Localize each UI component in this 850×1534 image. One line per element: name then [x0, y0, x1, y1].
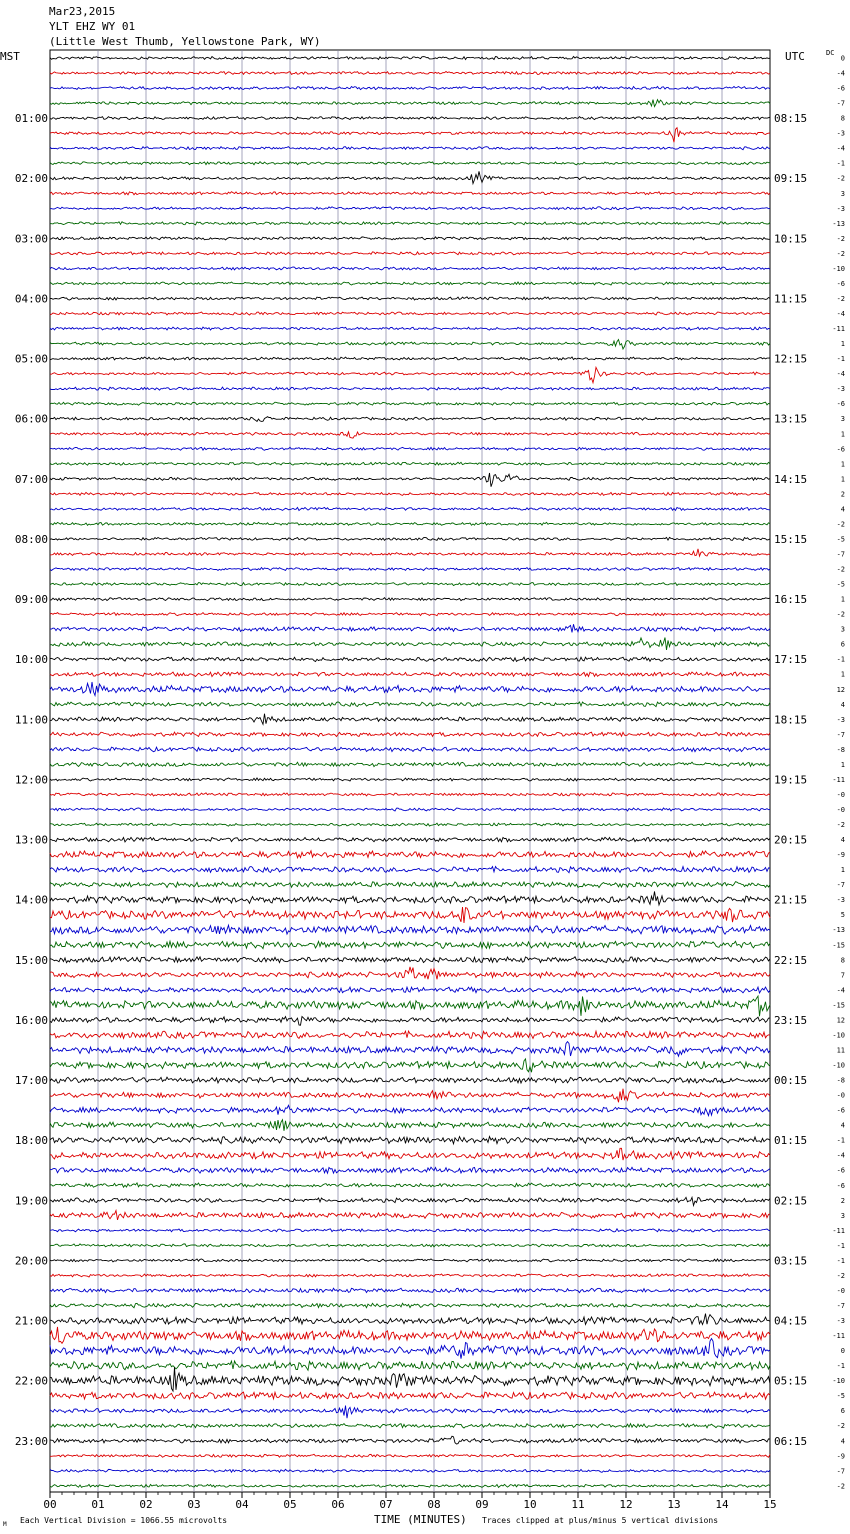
vertical-division-note: Each Vertical Division = 1066.55 microvolts: [20, 1516, 228, 1525]
trace-line: [50, 171, 770, 183]
trace-line: [50, 162, 770, 165]
trace-line: [50, 282, 770, 285]
trace-line: [50, 1274, 770, 1277]
trace-line: [50, 1059, 770, 1072]
dc-offset-value: 0: [840, 1347, 845, 1356]
trace-line: [50, 237, 770, 240]
trace-line: [50, 638, 770, 650]
left-hour-label: 01:00: [14, 112, 48, 126]
dc-offset-value: -4: [836, 310, 845, 319]
trace-line: [50, 702, 770, 707]
left-hour-label: 20:00: [14, 1254, 48, 1268]
x-tick-label: 10: [523, 1498, 537, 1511]
x-tick-label: 07: [379, 1498, 393, 1511]
trace-line: [50, 598, 770, 601]
trace-line: [50, 1197, 770, 1205]
right-hour-label: 06:15: [774, 1434, 808, 1448]
dc-offset-value: -2: [836, 821, 845, 830]
dc-offset-value: -2: [836, 249, 845, 258]
right-hour-label: 12:15: [774, 352, 808, 366]
trace-line: [50, 1042, 770, 1057]
trace-line: [50, 402, 770, 405]
left-hour-label: 13:00: [14, 833, 48, 847]
trace-line: [50, 117, 770, 120]
x-tick-label: 04: [235, 1498, 249, 1511]
dc-offset-value: 8: [840, 956, 845, 965]
trace-line: [50, 1288, 770, 1292]
trace-line: [50, 1148, 770, 1160]
left-hour-label: 11:00: [14, 713, 48, 727]
trace-line: [50, 793, 770, 796]
trace-line: [50, 747, 770, 752]
dc-offset-value: 1: [840, 340, 845, 349]
dc-offset-value: 1: [840, 460, 845, 469]
dc-offset-value: -2: [836, 610, 845, 619]
trace-line: [50, 568, 770, 571]
left-hour-label: 21:00: [14, 1314, 48, 1328]
trace-line: [50, 1211, 770, 1220]
dc-offset-value: 4: [840, 1437, 845, 1446]
dc-offset-value: -1: [836, 159, 845, 168]
dc-offset-labels: [832, 55, 845, 1491]
trace-line: [50, 672, 770, 677]
dc-offset-value: -13: [832, 219, 845, 228]
dc-offset-value: -15: [832, 941, 845, 950]
trace-line: [50, 1031, 770, 1039]
left-hour-label: 17:00: [14, 1074, 48, 1088]
left-hour-label: 04:00: [14, 292, 48, 306]
trace-line: [50, 714, 770, 725]
dc-offset-value: 3: [840, 415, 845, 424]
x-tick-label: 14: [715, 1498, 729, 1511]
dc-offset-value: -4: [836, 986, 845, 995]
dc-offset-value: -4: [836, 144, 845, 153]
dc-offset-value: -7: [836, 550, 845, 559]
trace-line: [50, 192, 770, 195]
dc-offset-value: 6: [840, 640, 845, 649]
right-hour-label: 22:15: [774, 953, 808, 967]
x-tick-label: 00: [43, 1498, 57, 1511]
chart-header-date: Mar23,2015: [49, 5, 116, 18]
trace-line: [50, 1303, 770, 1308]
trace-line: [50, 1424, 770, 1429]
trace-line: [50, 1314, 770, 1325]
dc-offset-value: -11: [832, 775, 845, 784]
dc-offset-value: -0: [836, 1091, 845, 1100]
dc-offset-value: 5: [840, 911, 845, 920]
trace-line: [50, 987, 770, 993]
dc-offset-value: -8: [836, 1076, 845, 1085]
dc-offset-value: 1: [840, 595, 845, 604]
dc-offset-value: -0: [836, 806, 845, 814]
left-hour-label: 16:00: [14, 1013, 48, 1027]
right-hour-label: 21:15: [774, 893, 808, 907]
trace-line: [50, 417, 770, 422]
dc-offset-value: 1: [840, 475, 845, 484]
left-hour-label: 19:00: [14, 1194, 48, 1208]
dc-offset-value: 4: [840, 836, 845, 845]
dc-offset-value: -9: [836, 851, 845, 860]
dc-offset-value: 3: [840, 1211, 845, 1220]
dc-offset-value: 6: [840, 1407, 845, 1416]
x-tick-label: 13: [667, 1498, 681, 1511]
dc-offset-value: -11: [832, 1226, 845, 1235]
right-hour-label: 08:15: [774, 112, 808, 126]
dc-offset-value: -7: [836, 730, 845, 739]
dc-offset-value: -6: [836, 1181, 845, 1190]
right-hour-label: 16:15: [774, 593, 808, 607]
x-tick-label: 09: [475, 1498, 489, 1511]
left-hour-label: 06:00: [14, 412, 48, 426]
right-hour-label: 17:15: [774, 653, 808, 667]
trace-line: [50, 1017, 770, 1026]
trace-line: [50, 1077, 770, 1083]
x-tick-label: 02: [139, 1498, 153, 1511]
trace-line: [50, 907, 770, 923]
trace-line: [50, 1392, 770, 1399]
trace-line: [50, 891, 770, 905]
trace-line: [50, 447, 770, 450]
trace-line: [50, 1105, 770, 1115]
trace-line: [50, 851, 770, 858]
dc-offset-value: -6: [836, 1166, 845, 1175]
dc-offset-value: -2: [836, 294, 845, 303]
dc-offset-value: -10: [832, 1377, 845, 1386]
right-hour-label: 05:15: [774, 1374, 808, 1388]
dc-offset-value: -3: [836, 385, 845, 394]
dc-offset-value: -6: [836, 279, 845, 288]
dc-offset-value: -1: [836, 1241, 845, 1250]
trace-line: [50, 1454, 770, 1457]
left-hour-label: 08:00: [14, 532, 48, 546]
dc-offset-value: 2: [840, 490, 845, 499]
right-hour-label: 02:15: [774, 1194, 808, 1208]
x-tick-label: 03: [187, 1498, 201, 1511]
dc-offset-value: -2: [836, 1422, 845, 1431]
trace-line: [50, 1367, 770, 1391]
trace-line: [50, 941, 770, 948]
dc-offset-value: 1: [840, 670, 845, 679]
right-hour-label: 09:15: [774, 172, 808, 186]
trace-line: [50, 432, 770, 438]
x-tick-label: 12: [619, 1498, 633, 1511]
dc-offset-value: -7: [836, 881, 845, 890]
trace-line: [50, 100, 770, 107]
trace-line: [50, 823, 770, 826]
trace-line: [50, 1167, 770, 1173]
trace-line: [50, 1137, 770, 1144]
dc-offset-value: 2: [840, 1196, 845, 1205]
seismic-traces: [50, 57, 770, 1488]
right-hour-label: 04:15: [774, 1314, 808, 1328]
trace-line: [50, 1484, 770, 1487]
right-hour-label: 15:15: [774, 532, 808, 546]
dc-offset-value: 3: [840, 625, 845, 634]
left-hour-label: 07:00: [14, 472, 48, 486]
dc-offset-value: -3: [836, 129, 845, 138]
x-axis: [43, 1492, 776, 1511]
x-tick-label: 06: [331, 1498, 345, 1511]
dc-offset-value: -4: [836, 370, 845, 379]
x-tick-label: 15: [763, 1498, 777, 1511]
right-hour-label: 10:15: [774, 232, 808, 246]
dc-offset-value: -2: [836, 174, 845, 183]
left-hour-label: 12:00: [14, 773, 48, 787]
dc-offset-value: -2: [836, 1271, 845, 1280]
trace-line: [50, 778, 770, 781]
dc-offset-value: -10: [832, 264, 845, 273]
dc-offset-value: -2: [836, 520, 845, 529]
dc-offset-value: -0: [836, 790, 845, 799]
right-hour-label: 01:15: [774, 1134, 808, 1148]
dc-offset-value: 3: [840, 189, 845, 198]
trace-line: [50, 1469, 770, 1472]
dc-offset-value: -2: [836, 1482, 845, 1491]
trace-line: [50, 925, 770, 934]
trace-line: [50, 340, 770, 350]
right-hour-label: 11:15: [774, 292, 808, 306]
right-hour-label: 13:15: [774, 412, 808, 426]
trace-line: [50, 1244, 770, 1247]
left-hour-label: 10:00: [14, 653, 48, 667]
corner-mark: M: [3, 1521, 7, 1528]
left-hour-label: 14:00: [14, 893, 48, 907]
dc-offset-value: -1: [836, 1256, 845, 1265]
right-hour-label: 00:15: [774, 1074, 808, 1088]
dc-offset-value: -5: [836, 580, 845, 589]
dc-offset-value: -7: [836, 1467, 845, 1476]
trace-line: [50, 967, 770, 979]
dc-offset-value: -3: [836, 1317, 845, 1326]
dc-offset-value: 8: [840, 114, 845, 123]
left-hour-label: 18:00: [14, 1134, 48, 1148]
trace-line: [50, 624, 770, 632]
dc-offset-value: -1: [836, 1136, 845, 1145]
trace-line: [50, 72, 770, 75]
dc-offset-value: -5: [836, 1392, 845, 1401]
trace-line: [50, 312, 770, 315]
right-timezone-label: UTC: [785, 50, 805, 63]
dc-offset-value: 1: [840, 760, 845, 769]
trace-line: [50, 1089, 770, 1103]
trace-line: [50, 222, 770, 225]
dc-offset-value: 11: [836, 1046, 845, 1055]
trace-line: [50, 808, 770, 811]
trace-line: [50, 387, 770, 390]
dc-offset-value: -3: [836, 715, 845, 724]
dc-offset-value: -3: [836, 896, 845, 905]
dc-offset-value: -6: [836, 400, 845, 409]
dc-offset-value: -2: [836, 234, 845, 243]
dc-offset-header: DC: [826, 49, 835, 57]
trace-line: [50, 957, 770, 963]
trace-line: [50, 1120, 770, 1131]
trace-line: [50, 492, 770, 495]
trace-line: [50, 462, 770, 465]
x-tick-label: 01: [91, 1498, 105, 1511]
dc-offset-value: -11: [832, 325, 845, 334]
trace-line: [50, 87, 770, 90]
dc-offset-value: -4: [836, 69, 845, 78]
dc-offset-value: 12: [836, 1016, 845, 1025]
trace-line: [50, 1229, 770, 1232]
dc-offset-value: 4: [840, 505, 845, 514]
trace-line: [50, 1406, 770, 1419]
dc-offset-value: -6: [836, 445, 845, 454]
trace-line: [50, 1339, 770, 1359]
dc-offset-value: -15: [832, 1001, 845, 1010]
left-hour-label: 15:00: [14, 953, 48, 967]
left-hour-label: 09:00: [14, 593, 48, 607]
left-hour-label: 23:00: [14, 1434, 48, 1448]
right-hour-label: 18:15: [774, 713, 808, 727]
trace-line: [50, 267, 770, 270]
trace-line: [50, 297, 770, 300]
trace-line: [50, 522, 770, 525]
trace-line: [50, 1361, 770, 1370]
trace-line: [50, 507, 770, 510]
trace-line: [50, 1183, 770, 1187]
dc-offset-value: -1: [836, 655, 845, 664]
trace-line: [50, 1327, 770, 1343]
trace-line: [50, 357, 770, 360]
trace-line: [50, 147, 770, 150]
right-hour-label: 23:15: [774, 1013, 808, 1027]
dc-offset-value: -1: [836, 1362, 845, 1371]
dc-offset-value: -4: [836, 1151, 845, 1160]
left-timezone-label: MST: [0, 50, 20, 63]
dc-offset-value: -13: [832, 926, 845, 935]
right-hour-label: 20:15: [774, 833, 808, 847]
trace-line: [50, 57, 770, 60]
trace-line: [50, 762, 770, 766]
dc-offset-value: -7: [836, 1301, 845, 1310]
trace-line: [50, 996, 770, 1016]
dc-offset-value: -7: [836, 99, 845, 108]
dc-offset-value: 0: [840, 54, 845, 63]
clip-note: Traces clipped at plus/minus 5 vertical divisions: [482, 1516, 719, 1525]
trace-line: [50, 657, 770, 661]
left-hour-label: 22:00: [14, 1374, 48, 1388]
x-tick-label: 11: [571, 1498, 585, 1511]
trace-line: [50, 682, 770, 696]
chart-header-station: YLT EHZ WY 01: [49, 20, 136, 33]
trace-line: [50, 128, 770, 143]
dc-offset-value: 4: [840, 1121, 845, 1130]
dc-offset-value: -0: [836, 1286, 845, 1295]
trace-line: [50, 473, 770, 487]
dc-offset-value: -9: [836, 1452, 845, 1461]
dc-offset-value: 1: [840, 866, 845, 875]
trace-line: [50, 867, 770, 873]
dc-offset-value: 7: [840, 971, 845, 980]
right-hour-label: 03:15: [774, 1254, 808, 1268]
left-hour-label: 02:00: [14, 172, 48, 186]
dc-offset-value: -8: [836, 745, 845, 754]
x-tick-label: 05: [283, 1498, 297, 1511]
dc-offset-value: -6: [836, 1106, 845, 1115]
left-hour-label: 03:00: [14, 232, 48, 246]
trace-line: [50, 252, 770, 255]
dc-offset-value: 1: [840, 430, 845, 439]
trace-line: [50, 549, 770, 556]
x-tick-label: 08: [427, 1498, 441, 1511]
trace-line: [50, 327, 770, 330]
chart-header-location: (Little West Thumb, Yellowstone Park, WY): [49, 35, 321, 48]
dc-offset-value: -1: [836, 355, 845, 364]
dc-offset-value: -2: [836, 565, 845, 574]
dc-offset-value: -10: [832, 1031, 845, 1040]
trace-line: [50, 837, 770, 842]
left-hour-label: 05:00: [14, 352, 48, 366]
dc-offset-value: -5: [836, 535, 845, 544]
right-hour-label: 14:15: [774, 472, 808, 486]
dc-offset-value: -3: [836, 204, 845, 213]
trace-line: [50, 1259, 770, 1262]
trace-line: [50, 207, 770, 210]
dc-offset-value: -6: [836, 84, 845, 93]
dc-offset-value: -11: [832, 1332, 845, 1341]
dc-offset-value: -10: [832, 1061, 845, 1070]
x-axis-title: TIME (MINUTES): [374, 1513, 467, 1526]
trace-line: [50, 367, 770, 382]
dc-offset-value: 4: [840, 700, 845, 709]
trace-line: [50, 732, 770, 736]
trace-line: [50, 537, 770, 540]
trace-line: [50, 613, 770, 616]
trace-line: [50, 1436, 770, 1444]
dc-offset-value: 12: [836, 685, 845, 694]
trace-line: [50, 882, 770, 888]
right-hour-label: 19:15: [774, 773, 808, 787]
trace-line: [50, 583, 770, 586]
